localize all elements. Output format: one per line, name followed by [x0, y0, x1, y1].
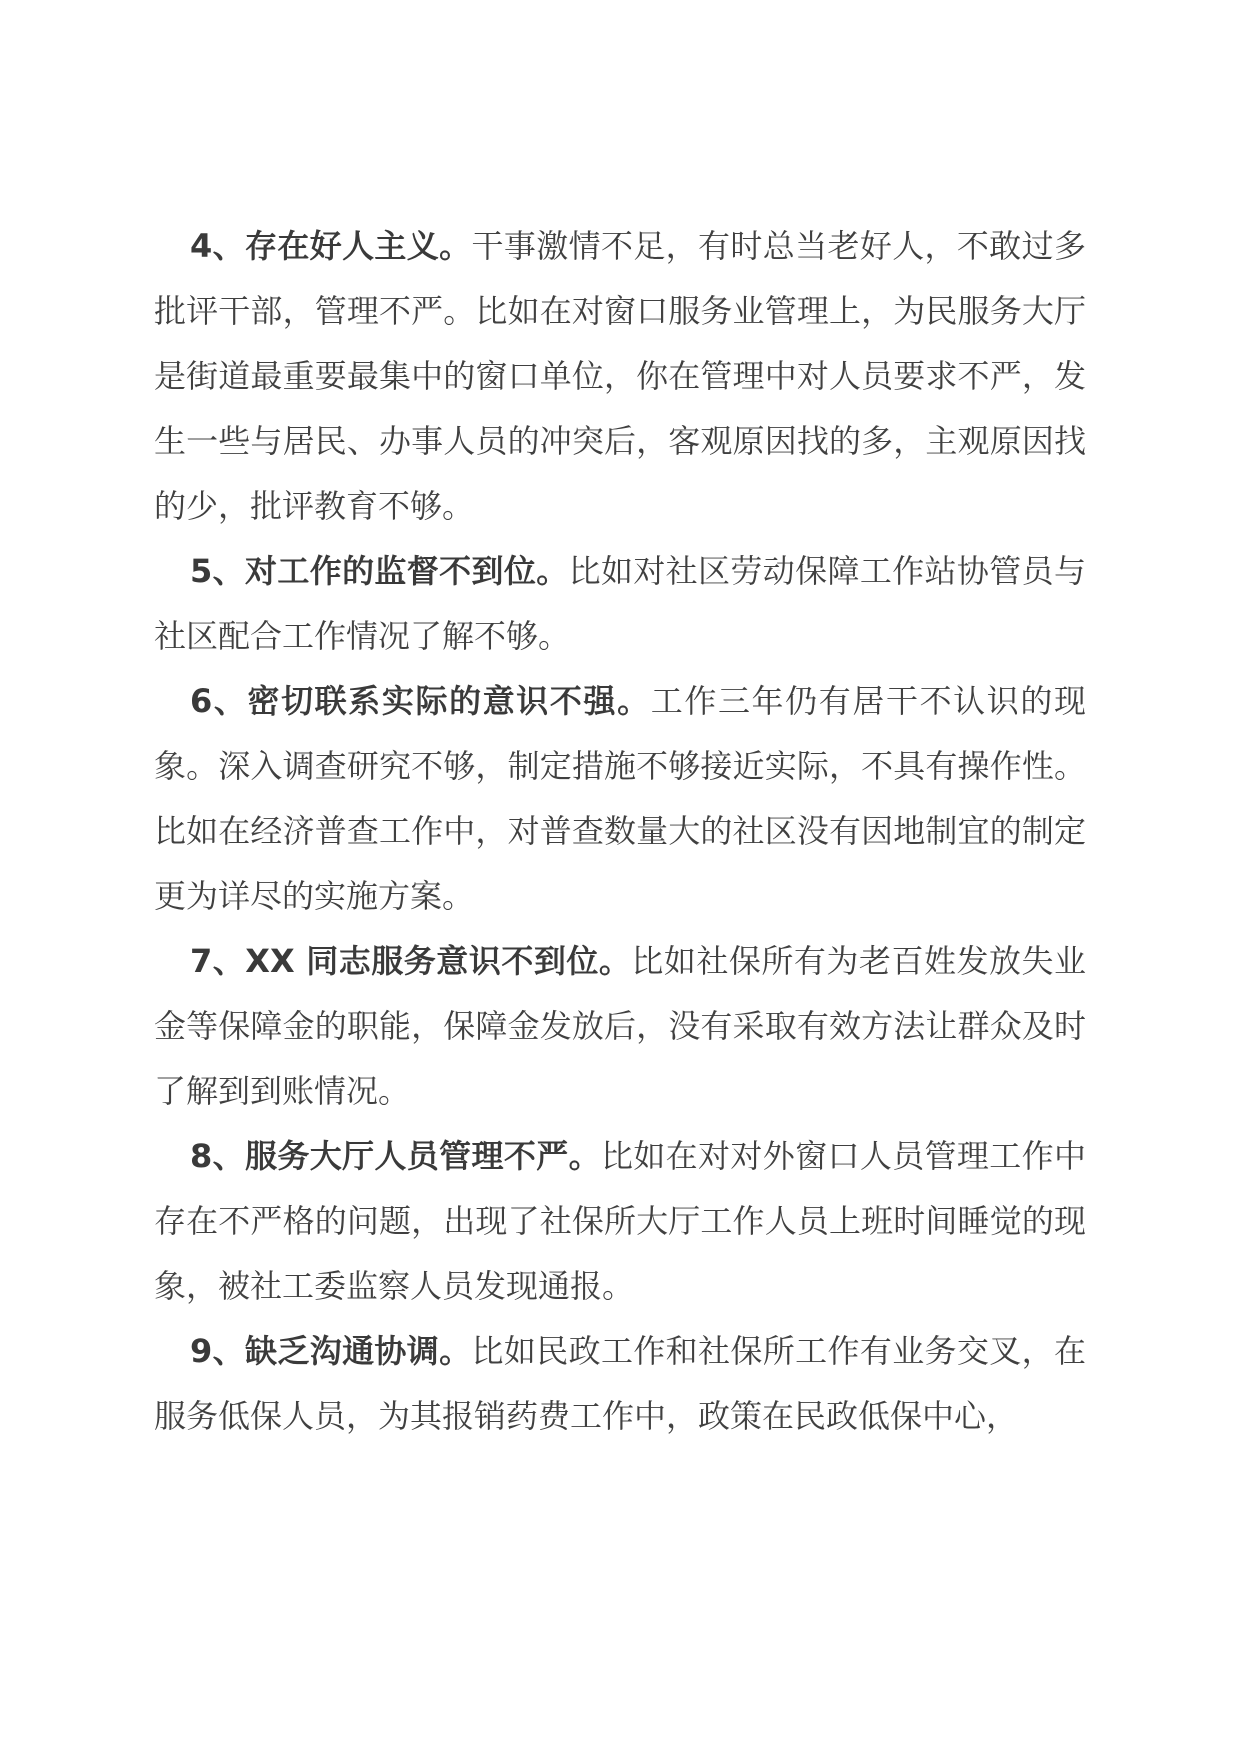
paragraph-heading: 4、存在好人主义。 [190, 227, 472, 265]
paragraph-item-9 [154, 1319, 1086, 1449]
paragraph-heading: 8、服务大厅人员管理不严。 [190, 1137, 601, 1175]
paragraph-text: 工作三年仍有居干不认识的现象。深入调查研究不够，制定措施不够接近实际，不具有操作性。比如在经济普查工作中，对普查数量大的社区没有因地制宜的制定更为详尽的实施方案。 [154, 682, 1086, 915]
paragraph-item-5 [154, 539, 1086, 669]
paragraph-text: 比如社保所有为老百姓发放失业金等保障金的职能，保障金发放后，没有采取有效方法让群众及时了解到到账情况。 [154, 942, 1086, 1110]
paragraph-item-8 [154, 1124, 1086, 1319]
paragraph-item-6 [154, 669, 1086, 929]
paragraph-text: 比如对社区劳动保障工作站协管员与社区配合工作情况了解不够。 [154, 552, 1086, 655]
paragraph-heading: 6、密切联系实际的意识不强。 [190, 682, 651, 720]
paragraph-heading: 7、XX 同志服务意识不到位。 [190, 942, 632, 980]
paragraph-item-7 [154, 929, 1086, 1124]
paragraph-heading: 9、缺乏沟通协调。 [190, 1332, 472, 1370]
paragraph-text: 干事激情不足，有时总当老好人，不敢过多批评干部，管理不严。比如在对窗口服务业管理上，为民服务大厅是街道最重要最集中的窗口单位，你在管理中对人员要求不严，发生一些与居民、办事人员的冲突后，客观原因找的多，主观原因找的少，批评教育不够。 [154, 227, 1086, 525]
document-body [154, 214, 1086, 1449]
paragraph-item-4 [154, 214, 1086, 539]
paragraph-text: 比如在对对外窗口人员管理工作中存在不严格的问题，出现了社保所大厅工作人员上班时间睡觉的现象，被社工委监察人员发现通报。 [154, 1137, 1086, 1305]
paragraph-text: 比如民政工作和社保所工作有业务交叉，在服务低保人员，为其报销药费工作中，政策在民政低保中心， [154, 1332, 1086, 1435]
paragraph-heading: 5、对工作的监督不到位。 [190, 552, 569, 590]
